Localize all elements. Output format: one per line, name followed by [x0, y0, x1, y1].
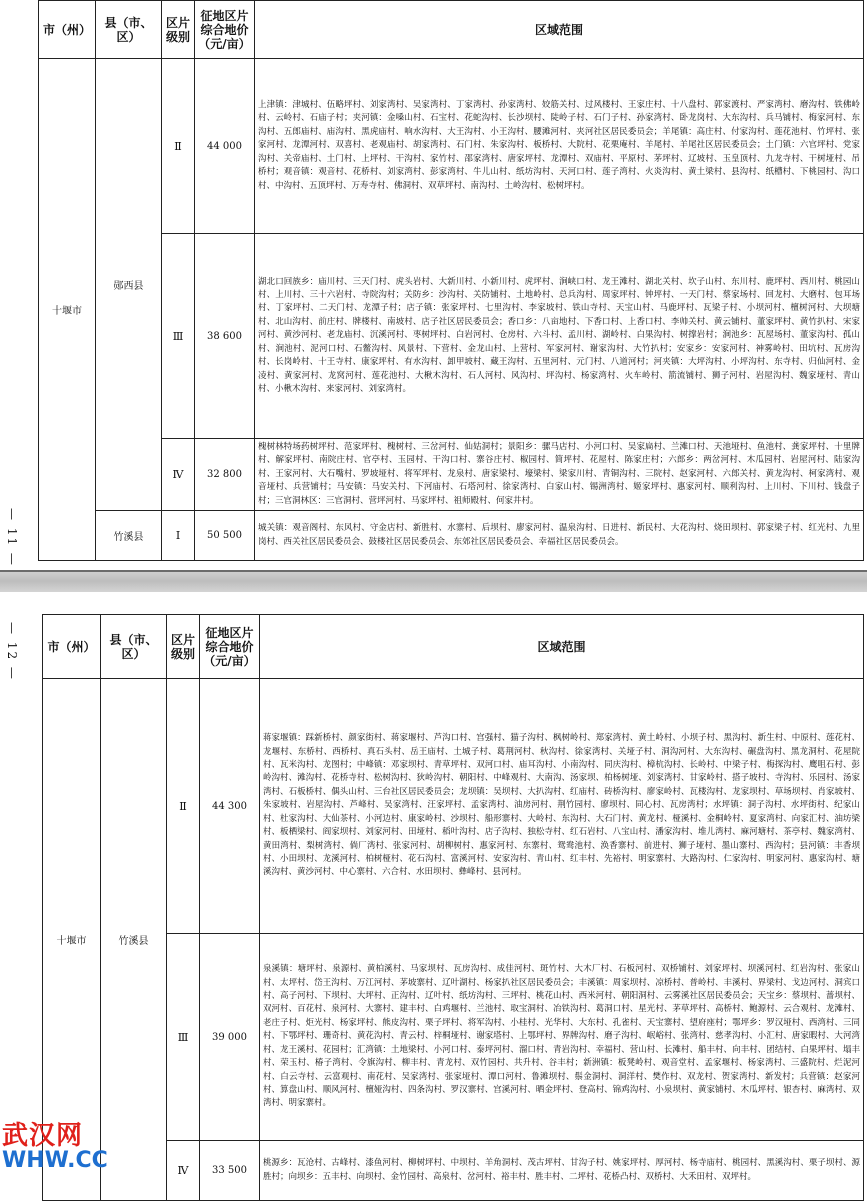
- page-number: — 11 —: [5, 508, 19, 567]
- city-cell: 十堰市: [39, 59, 96, 561]
- header-city: 市（州）: [43, 615, 101, 679]
- table-row: [43, 1141, 864, 1201]
- range-cell: 蒋家堰镇：踩新桥村、颜家街村、蒋家堰村、芦沟口村、宫强村、猫子沟村、枫树岭村、郑家湾村、黄土岭村、小坝子村、黑沟村、新生村、中原村、莲花村、龙堰村、东桥村、西桥村、真石头村、岳王庙村、土城子村、葛荆河村、秋沟村、徐家湾村、关垭子村、洞沟河村、大东沟村、碾盘沟村、黑龙洞村、花屋院村、瓦米沟村、龙图村；中峰镇：邓家坝村、青草坪村、双河口村、庙耳沟村、小南沟村、同庆沟村、樟杭沟村、长岭村、中梁子村、梅探沟村、鹰咀石村、彭岭沟村、滩沟村、花桥寺村、松树沟村、狄岭沟村、朝阳村、中峰观村、大南沟、汤家坝、柏杨树垭、刘家湾村、甘家岭村、搭子坡村、寺沟村、乐园村、汤家湾村、石板桥村、偶头山村、三台社区居民委员会；龙坝镇：吴坝村、大扒沟村、红庙村、砖桥沟村、廖家岭村、瓦楼沟村、龙家坝村、草场坝村、肖家坡村、朱家坡村、岩屋沟村、芦峰村、吴家湾村、汪家坪村、孟家湾村、油房河村、荆竹园村、廖坝村、同心村、瓦房湾村；水坪镇：洞子沟村、水坪街村、纪家山村、杜家沟村、大仙茶村、小河边村、康家岭村、沙坝村、船形寨村、大岭村、东沟村、大石门村、黄龙村、桠溪村、金桐岭村、夏家湾村、向家汇村、油坊梁村、板栖梁村、阎家坝村、刘家河村、田垭村、稻叶沟村、店子沟村、独松寺村、红石岩村、八宝山村、潘家沟村、堆儿湾村、麻河塘村、茶亭村、魏家湾村、黄田湾村、梨树湾村、倘厂湾村、张家河村、胡柳树村、惠家河村、东寨村、鸳鸯池村、涣香寨村、前进村、狮子垭村、墨山寨村、西沟村；县河镇：丰香坝村、小田坝村、龙溪河村、柏树桠村、花石沟村、富溪河村、安家沟村、青山村、红丰村、先裕村、明家寨村、大路沟村、仁家沟村、明家河村、惠家沟村、塘溪沟村、黄沙河村、中心寨村、六合村、水田坝村、彝峰村、县河村。: [260, 679, 864, 934]
- price-cell: 39 000: [200, 934, 260, 1141]
- table-row: [39, 439, 864, 511]
- table-row: [43, 934, 864, 1141]
- header-city: 市（州）: [39, 1, 96, 59]
- page-number: — 12 —: [5, 622, 19, 681]
- page-11: [0, 0, 867, 570]
- table-row: [39, 511, 864, 561]
- table-row: [39, 59, 864, 234]
- grade-cell: Ⅲ: [167, 934, 200, 1141]
- watermark-line-1: 武汉网: [2, 1121, 84, 1151]
- grade-cell: Ⅲ: [162, 234, 195, 439]
- table-header-row: [43, 615, 864, 679]
- header-range: 区域范围: [255, 1, 864, 59]
- range-cell: 城关镇：观音阁村、东风村、守金店村、新胜村、水寨村、后坝村、廖家河村、温泉沟村、日进村、新民村、大花沟村、烧田坝村、郭家梁子村、红光村、九里岗村、西关社区居民委员会、鼓楼社区居民委员会、东郊社区居民委员会、幸福社区居民委员会。: [255, 511, 864, 561]
- county-cell: 竹溪县: [96, 511, 162, 561]
- header-price: 征地区片综合地价（元/亩）: [195, 1, 255, 59]
- table-header-row: [39, 1, 864, 59]
- header-county: 县（市、区）: [96, 1, 162, 59]
- range-cell: 湖北口回族乡：庙川村、三天门村、虎头岩村、大新川村、小新川村、虎坪村、涧峡口村、龙王滩村、湖北关村、坎子山村、东川村、鹿坪村、西川村、桃园山村、上川村、三十六岩村、寺院沟村；关防乡：沙沟村、关防铺村、土地岭村、总兵沟村、周家坪村、钟坪村、一天门村、蔡家场村、回龙村、大磨村、包耳场村、丁家坪村、二天门村、龙潭子村；店子镇：张家坪村、七里沟村、李家坡村、铁山寺村、天宝山村、马鹿坪村、瓦梁子村、小坝河村、檀树河村、大坝塘村、北山沟村、前庄村、牌楼村、南坡村、店子社区居民委员会；香口乡：八亩地村、下香口村、上香口村、李帅关村、黄云铺村、董家坪村、黄竹扒村、宋家河村、黄沙河村、老龙庙村、沉溪河村、枣树坪村、白岩河村、仓房村、六斗村、孟川村、湖岭村、白果沟村、树撑岩村；涧池乡：瓦屋场村、董家沟村、孤山村、涧池村、泥河口村、石鳖沟村、风景村、下营村、金龙山村、上营村、军家河村、谢家沟村、大竹扒村；安家乡：安家河村、神雾岭村、田坑村、瓦房沟村、长岗岭村、十王寺村、康家坪村、有水沟村、卸甲坡村、藏王沟村、五里河村、元门村、八道河村；河夹镇：大坪沟村、小坪沟村、东寺村、归仙河村、金凌村、黄家河村、龙窝河村、莲花池村、大楸木沟村、石人河村、风沟村、坪沟村、杨家湾村、火车岭村、箭流铺村、狮子河村、岩屋沟村、魏家垭村、青山村、小楸木沟村、来家河村、刘家湾村。: [255, 234, 864, 439]
- county-cell: 郧西县: [96, 59, 162, 511]
- watermark-logo: [2, 1122, 108, 1172]
- grade-cell: Ⅳ: [162, 439, 195, 511]
- page-12: [0, 592, 867, 1182]
- grade-cell: Ⅱ: [167, 679, 200, 934]
- grade-cell: Ⅰ: [162, 511, 195, 561]
- price-cell: 38 600: [195, 234, 255, 439]
- page-divider: [0, 570, 867, 594]
- city-cell: 十堰市: [43, 679, 101, 1201]
- range-cell: 桃源乡：瓦沧村、古峰村、漆鱼河村、柳树坪村、中坝村、羊角洞村、茂古坪村、甘沟子村、姚家坪村、厚河村、杨寺庙村、桃园村、黑溪沟村、栗子坝村、源胜村；向坝乡：五丰村、向坝村、金竹园村、高泉村、岔河村、裕丰村、胜丰村、二坪村、花桥凸村、双桥村、大禾田村、双坪村。: [260, 1141, 864, 1201]
- price-cell: 44 000: [195, 59, 255, 234]
- range-cell: 槐树林特场药树坪村、范家坪村、槐树村、三岔河村、仙姑洞村；景阳乡：骡马店村、小河口村、吴家扁村、兰滩口村、天池垭村、鱼池村、龚家坪村、十里牌村、解家坪村、南院庄村、官亭村、玉园村、干沟口村、寨谷庄村、椒园村、简坪村、花屋村、陈家庄村；六郎乡：两岔河村、木瓜园村、岩屋河村、陆家沟村、王家河村、大石嘴村、罗坡垭村、将军坪村、龙泉村、唐家梁村、壕梁村、梁家川村、青铜沟村、三院村、赵家河村、六郎关村、黄龙沟村、柯家湾村、观音垭村、兵营铺村；马安镇：马安关村、下河庙村、石塔河村、徐家湾村、白家山村、锡洲湾村、姬家坪村、惠家河村、顺利沟村、上川村、下川村、钱盘子村；三官洞林区：三官洞村、营坪河村、马家坪村、祖师殿村、何家井村。: [255, 439, 864, 511]
- range-cell: 上津镇：津城村、伍略坪村、刘家湾村、吴家湾村、丁家湾村、孙家湾村、姣筋关村、过风楼村、王家庄村、十八盘村、郭家渡村、严家湾村、磨沟村、铁佛岭村、云岭村、石庙子村；夹河镇：金嗓山村、石宝村、花蛇沟村、长沙坝村、陡岭子村、石门子村、孙家湾村、卧龙岗村、大东沟村、兵马铺村、梅家河村、东沟村、五郎庙村、庙沟村、黑虎庙村、响水沟村、大王沟村、小王沟村、腰滩河村、夹河社区居民委员会；羊尾镇：高庄村、付家沟村、莲花池村、竹坪村、张家河村、龙潭河村、双喜村、老观庙村、胡家湾村、石门村、朱家沟村、板桥村、大院村、花栗庵村、羊尾村、羊尾社区居民委员会；土门镇：六官坪村、党家沟村、关帝庙村、土门村、上坪村、干沟村、家竹村、邵家湾村、唐家坪村、龙潭村、双庙村、平原村、茅坪村、辽坡村、玉皇顶村、九龙寺村、干树垭村、吊桥村；观音镇：观音村、花桥村、刘家湾村、彭家湾村、牛儿山村、纸坊沟村、天河口村、莲子湾村、火炎沟村、黄土梁村、县沟村、纸槽村、下桃园村、沟口村、中沟村、五顶坪村、万寿寺村、佛洞村、双草坪村、南沟村、土岭沟村、松树坪村。: [255, 59, 864, 234]
- land-price-table-page-11: [38, 0, 864, 561]
- price-cell: 44 300: [200, 679, 260, 934]
- header-range: 区域范围: [260, 615, 864, 679]
- watermark-line-2: WHW.CC: [2, 1148, 108, 1173]
- grade-cell: Ⅱ: [162, 59, 195, 234]
- header-price: 征地区片综合地价（元/亩）: [200, 615, 260, 679]
- header-county: 县（市、区）: [101, 615, 167, 679]
- table-row: [43, 679, 864, 934]
- table-row: [39, 234, 864, 439]
- grade-cell: Ⅳ: [167, 1141, 200, 1201]
- header-grade: 区片级别: [167, 615, 200, 679]
- price-cell: 50 500: [195, 511, 255, 561]
- header-grade: 区片级别: [162, 1, 195, 59]
- land-price-table-page-12: [42, 614, 864, 1201]
- price-cell: 33 500: [200, 1141, 260, 1201]
- range-cell: 泉溪镇：塘坪村、泉源村、黄柏溪村、马家坝村、瓦房沟村、成佳河村、斑竹村、大木厂村、石板河村、双桥铺村、刘家坪村、坝溪河村、红岩沟村、张家山村、太坪村、岱王沟村、万江河村、茅坡寨村、辽叶湖村、杨家扒社区居民委员会；丰溪镇：周家坝村、凉桥村、普岭村、丰溪村、界梁村、戈边河村、洞宾口村、高子河村、下坝村、大坪村、正沟村、辽叶村、纸坊沟村、三坪村、桃花山村、西米河村、朝阳洞村、云雾溪社区居民委员会；天宝乡：蔡坝村、蔷坝村、双河村、百花村、泉河村、大寨村、建丰村、白鸡堰村、兰池村、取宝洞村、冶铁沟村、葛洞口村、星光村、茅草坪村、高桥村、鲍源村、云合观村、龙滩村、老庄子村、炬光村、杨家坪村、熊皮沟村、栗子坪村、将军沟村、小桂村、光华村、大东村、孔雀村、天宝寨村、望府座村；鄂坪乡：罗汉垭村、西湾村、三同村、下鄂坪村、珊奇村、黄花沟村、青云村、梓桐垭村、谢家塔村、上鄂坪村、界牌沟村、磨子沟村、岷峪村、张湾村、慈孝沟村、小汇村、唐家暇村、大河湾村、龙王溪村、花园村；汇湾镇：土地梁村、小河口村、泰坪河村、溜口村、青岩沟村、幸福村、营山村、长滩村、船丰村、向丰村、团结村、白果坪村、塌丰村、荣玉村、椿子湾村、令旗沟村、柳丰村、青龙村、双竹园村、共升村、谷丰村；新洲镇：板凳岭村、观音堂村、孟家堰村、杨家湾村、三盛院村、烂泥河村、白云寺村、云富观村、南花村、吴家湾村、张家垭村、潭口河村、鲁滩坝村、鬃金洞村、洞洋村、樊作村、双龙村、贺家湾村、新发村；兵营镇：赵家河村、算盘山村、顺风河村、檀娅沟村、四条沟村、罗汉寨村、宫溪河村、晒金坪村、登高村、锦鸡沟村、小泉坝村、黄家铺村、木瓜坪村、银杏村、麻湾村、双湾村、明家寨村。: [260, 934, 864, 1141]
- county-cell: 竹溪县: [101, 679, 167, 1201]
- price-cell: 32 800: [195, 439, 255, 511]
